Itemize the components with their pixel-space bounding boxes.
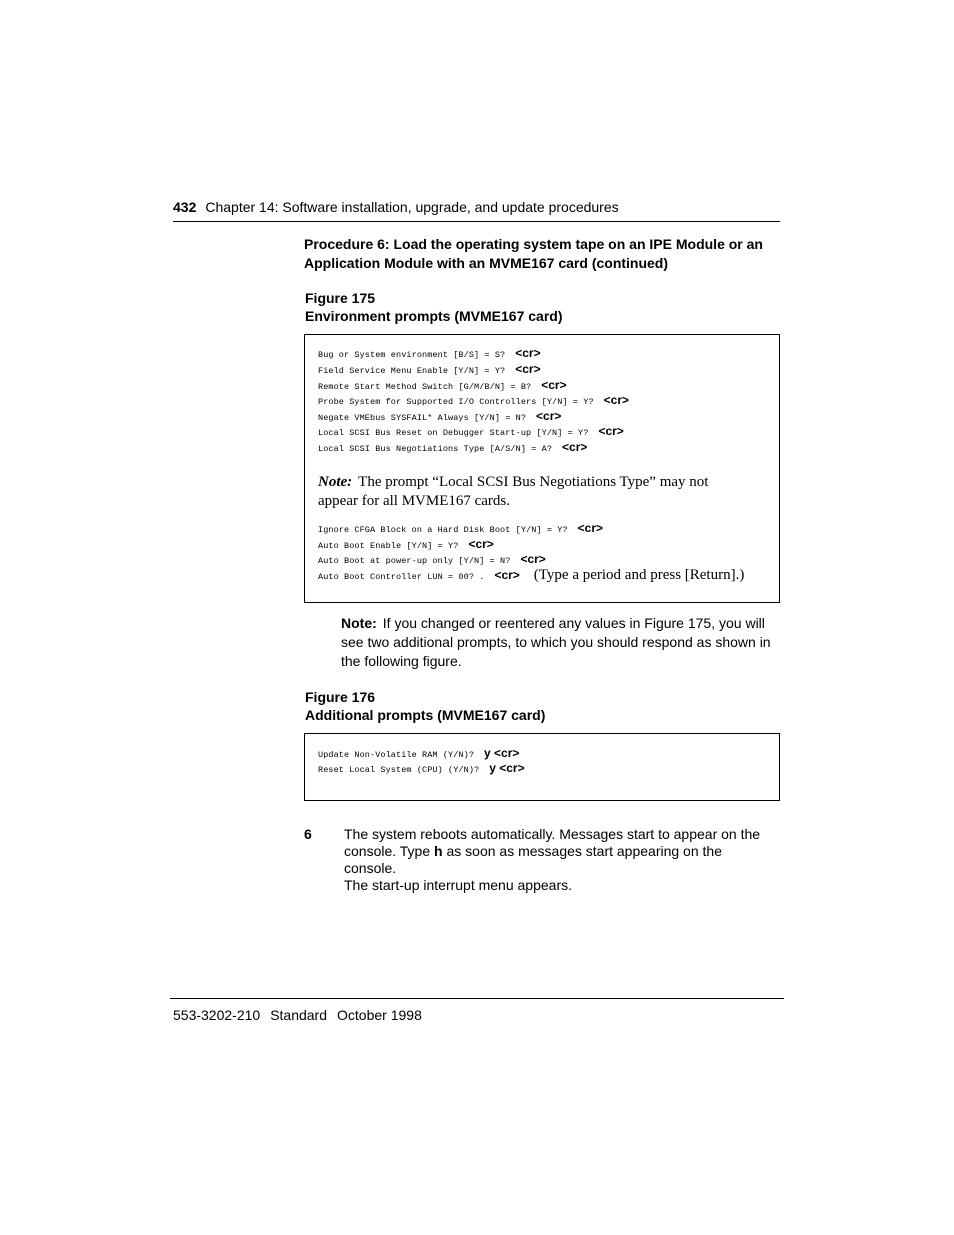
prompt-response: <cr>	[541, 378, 567, 392]
prompt-response: y <cr>	[484, 746, 520, 760]
figure-175-caption	[305, 289, 563, 325]
figure-175-title: Environment prompts (MVME167 card)	[305, 308, 563, 324]
note-line-2: see two additional prompts, to which you should respond as shown in	[341, 634, 771, 650]
doc-number: 553-3202-210	[173, 1007, 261, 1023]
figure-176-box	[304, 733, 780, 801]
prompt-text: Local SCSI Bus Reset on Debugger Start-up [Y/N] = Y?	[318, 428, 589, 438]
procedure-title	[304, 235, 784, 273]
step-text	[344, 826, 774, 894]
prompt-response: y <cr>	[489, 761, 525, 775]
prompt-text: Update Non-Volatile RAM (Y/N)?	[318, 750, 475, 760]
step-line-2-start: console. Type	[344, 843, 435, 859]
prompt-text: Local SCSI Bus Negotiations Type [A/S/N] = A?	[318, 444, 553, 454]
step-number: 6	[304, 826, 312, 842]
procedure-title-line-2: Application Module with an MVME167 card (continued)	[304, 255, 669, 271]
prompt-line	[318, 537, 494, 553]
prompt-line	[318, 378, 567, 394]
note-label: Note:	[341, 615, 377, 631]
prompt-text: Remote Start Method Switch [G/M/B/N] = B?	[318, 382, 532, 392]
prompt-response: <cr>	[515, 346, 541, 360]
prompt-line	[318, 552, 546, 568]
prompt-line	[318, 362, 541, 378]
step-line-2	[344, 843, 774, 860]
step-line-1: The system reboots automatically. Messages start to appear on the	[344, 826, 761, 842]
figure-175-note	[318, 473, 758, 511]
note-line-1	[341, 614, 781, 633]
note-paragraph	[341, 614, 781, 671]
procedure-title-line-1: Procedure 6: Load the operating system tape on an IPE Module or an	[304, 236, 763, 252]
figure-175-note-line-2: appear for all MVME167 cards.	[318, 493, 511, 509]
note-text: The prompt “Local SCSI Bus Negotiations Type” may not	[358, 474, 709, 490]
step-line-2-end: as soon as messages start appearing on the	[442, 843, 722, 859]
step-line-3: console.	[344, 860, 397, 876]
prompt-response: <cr>	[494, 568, 520, 582]
prompt-instruction: (Type a period and press [Return].)	[533, 567, 745, 583]
prompt-response: <cr>	[577, 521, 603, 535]
prompt-text: Probe System for Supported I/O Controllers [Y/N] = Y?	[318, 397, 594, 407]
step-line-4: The start-up interrupt menu appears.	[344, 877, 573, 893]
prompt-line	[318, 424, 624, 440]
header-divider	[173, 221, 780, 222]
prompt-line	[318, 761, 525, 777]
prompt-line	[318, 521, 603, 537]
prompt-text: Field Service Menu Enable [Y/N] = Y?	[318, 366, 506, 376]
prompt-line	[318, 409, 561, 425]
figure-176-caption	[305, 688, 545, 724]
figure-176-label: Figure 176	[305, 689, 376, 705]
footer-divider	[170, 998, 784, 999]
prompt-response: <cr>	[536, 409, 562, 423]
prompt-response: <cr>	[562, 440, 588, 454]
prompt-text: Ignore CFGA Block on a Hard Disk Boot [Y/N] = Y?	[318, 525, 568, 535]
prompt-response: <cr>	[603, 393, 630, 407]
prompt-response: <cr>	[468, 537, 494, 551]
prompt-text: Auto Boot Enable [Y/N] = Y?	[318, 541, 459, 551]
figure-175-box	[304, 334, 780, 603]
prompt-line	[318, 393, 629, 409]
step-key: h	[434, 843, 443, 859]
figure-175-note-line-1	[318, 473, 758, 492]
doc-date: October 1998	[337, 1007, 422, 1023]
prompt-text: Reset Local System (CPU) (Y/N)?	[318, 765, 480, 775]
prompt-line	[318, 346, 541, 362]
prompt-line	[318, 746, 519, 762]
prompt-line	[318, 440, 587, 456]
figure-175-label: Figure 175	[305, 290, 376, 306]
prompt-text: Auto Boot at power-up only [Y/N] = N?	[318, 556, 511, 566]
prompt-response: <cr>	[520, 552, 546, 566]
note-label: Note:	[318, 474, 353, 490]
prompt-line	[318, 568, 744, 584]
doc-status: Standard	[270, 1007, 328, 1023]
page-number: 432	[173, 199, 197, 215]
prompt-text: Negate VMEbus SYSFAIL* Always [Y/N] = N?	[318, 413, 527, 423]
prompt-text: Auto Boot Controller LUN = 00? .	[318, 572, 485, 582]
figure-176-title: Additional prompts (MVME167 card)	[305, 707, 546, 723]
prompt-text: Bug or System environment [B/S] = S?	[318, 350, 506, 360]
page-header	[173, 199, 619, 215]
note-line-3: the following figure.	[341, 653, 462, 669]
page-footer	[173, 1007, 432, 1023]
prompt-response: <cr>	[515, 362, 541, 376]
chapter-title: Chapter 14: Software installation, upgrade, and update procedures	[205, 199, 619, 215]
prompt-response: <cr>	[598, 424, 624, 438]
note-text: If you changed or reentered any values in Figure 175, you will	[382, 615, 765, 631]
